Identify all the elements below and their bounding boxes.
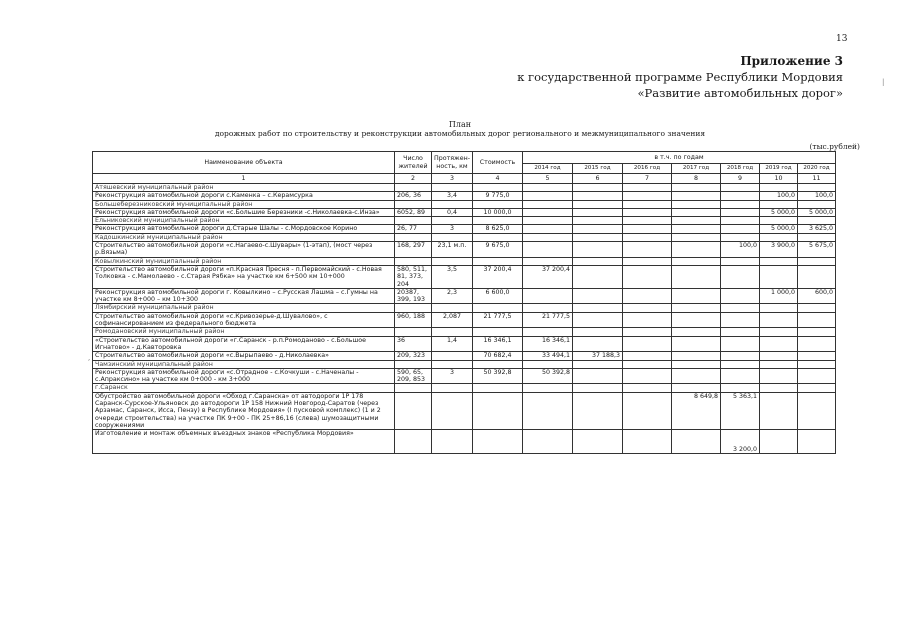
empty-cell: [432, 304, 473, 312]
district-name: Лямбирский муниципальный район: [93, 304, 395, 312]
empty-cell: [720, 328, 759, 336]
year-amount-cell: [720, 352, 759, 360]
object-name: Реконструкция автомобильной дороги «с.Отрадное - с.Кочкуши - с.Наченалы - с.Апраксино» на участке км 0+000 - км 3+000: [93, 368, 395, 384]
cost-cell: 70 682,4: [472, 352, 522, 360]
year-amount-cell: 5 000,0: [797, 208, 835, 216]
year-amount-cell: 21 777,5: [522, 312, 572, 328]
empty-cell: [622, 233, 671, 241]
length-cell: [432, 352, 473, 360]
appendix-line-2: «Развитие автомобильных дорог»: [637, 86, 843, 100]
year-amount-cell: 100,0: [797, 192, 835, 200]
section-row: [93, 200, 836, 208]
year-amount-cell: [572, 242, 622, 258]
year-amount-cell: [522, 192, 572, 200]
year-amount-cell: 50 392,8: [522, 368, 572, 384]
year-amount-cell: [720, 368, 759, 384]
empty-cell: [395, 233, 432, 241]
year-amount-cell: [622, 336, 671, 352]
population-cell: 168, 297: [395, 242, 432, 258]
table-row: [93, 225, 836, 233]
year-amount-cell: [572, 265, 622, 288]
column-number: 2: [395, 174, 432, 184]
empty-cell: [720, 360, 759, 368]
empty-cell: [395, 200, 432, 208]
year-amount-cell: 37 188,3: [572, 352, 622, 360]
year-amount-cell: [522, 208, 572, 216]
empty-cell: [671, 384, 720, 392]
empty-cell: [759, 384, 797, 392]
empty-cell: [671, 217, 720, 225]
plan-title: План: [448, 120, 472, 129]
year-amount-cell: [622, 368, 671, 384]
year-amount-cell: [720, 336, 759, 352]
year-amount-cell: [759, 392, 797, 429]
section-row: [93, 257, 836, 265]
column-number: 10: [759, 174, 797, 184]
empty-cell: [797, 200, 835, 208]
population-cell: 580, 511, 81, 373, 204: [395, 265, 432, 288]
year-amount-cell: [671, 208, 720, 216]
header-year: 2017 год: [671, 164, 720, 174]
header-year: 2020 год: [797, 164, 835, 174]
district-name: Атяшевский муниципальный район: [93, 184, 395, 192]
empty-cell: [395, 384, 432, 392]
year-amount-cell: 5 675,0: [797, 242, 835, 258]
district-name: г.Саранск: [93, 384, 395, 392]
empty-cell: [720, 200, 759, 208]
empty-cell: [622, 384, 671, 392]
table-row: [93, 392, 836, 429]
cost-cell: 16 346,1: [472, 336, 522, 352]
header-name: Наименование объекта: [93, 152, 395, 174]
length-cell: 1,4: [432, 336, 473, 352]
year-amount-cell: [572, 312, 622, 328]
cost-cell: [472, 392, 522, 429]
empty-cell: [622, 257, 671, 265]
empty-cell: [395, 257, 432, 265]
cost-cell: 9 675,0: [472, 242, 522, 258]
header-cost: Стоимость: [472, 152, 522, 174]
empty-cell: [572, 233, 622, 241]
year-amount-cell: [759, 368, 797, 384]
year-amount-cell: [622, 208, 671, 216]
empty-cell: [622, 200, 671, 208]
year-amount-cell: [622, 352, 671, 360]
cost-cell: 8 625,0: [472, 225, 522, 233]
year-amount-cell: [759, 336, 797, 352]
object-name: Реконструкция автомобильной дороги д.Старые Шалы - с.Мордовское Корино: [93, 225, 395, 233]
year-amount-cell: [797, 336, 835, 352]
year-amount-cell: 5 363,1: [720, 392, 759, 429]
year-amount-cell: [671, 265, 720, 288]
empty-cell: [432, 217, 473, 225]
empty-cell: [522, 184, 572, 192]
year-amount-cell: [671, 430, 720, 454]
object-name: Изготовление и монтаж объемных въездных знаков «Республика Мордовия»: [93, 430, 395, 454]
year-amount-cell: [671, 225, 720, 233]
object-name: «Строительство автомобильной дороги «г.Саранск - р.п.Ромоданово - с.Большое Игнатово» - д.Кавторовка: [93, 336, 395, 352]
object-name: Реконструкция автомобильной дороги с.Каменка – с.Керамсурка: [93, 192, 395, 200]
year-amount-cell: [522, 392, 572, 429]
column-number: 4: [472, 174, 522, 184]
plan-subtitle: дорожных работ по строительству и реконструкции автомобильных дорог регионального и межмуниципального значения: [214, 129, 706, 138]
year-amount-cell: [720, 225, 759, 233]
empty-cell: [720, 233, 759, 241]
section-row: [93, 304, 836, 312]
year-amount-cell: [671, 288, 720, 304]
empty-cell: [522, 200, 572, 208]
empty-cell: [797, 184, 835, 192]
empty-cell: [759, 200, 797, 208]
empty-cell: [572, 384, 622, 392]
table-row: [93, 312, 836, 328]
column-number: 1: [93, 174, 395, 184]
district-name: Большеберезниковский муниципальный район: [93, 200, 395, 208]
object-name: Реконструкция автомобильной дороги «с.Большие Березники -с.Николаевка-с.Инза»: [93, 208, 395, 216]
year-amount-cell: [720, 192, 759, 200]
table-row: [93, 430, 836, 454]
empty-cell: [622, 184, 671, 192]
empty-cell: [572, 328, 622, 336]
population-cell: 6052, 89: [395, 208, 432, 216]
empty-cell: [432, 200, 473, 208]
empty-cell: [472, 360, 522, 368]
section-row: [93, 184, 836, 192]
year-amount-cell: 1 000,0: [759, 288, 797, 304]
empty-cell: [622, 304, 671, 312]
year-amount-cell: 3 625,0: [797, 225, 835, 233]
empty-cell: [572, 257, 622, 265]
column-number: 8: [671, 174, 720, 184]
year-amount-cell: [759, 352, 797, 360]
empty-cell: [522, 257, 572, 265]
district-name: Ромодановский муниципальный район: [93, 328, 395, 336]
page-number: 13: [836, 34, 848, 44]
empty-cell: [671, 257, 720, 265]
empty-cell: [572, 304, 622, 312]
year-amount-cell: [797, 392, 835, 429]
empty-cell: [472, 328, 522, 336]
column-number: 5: [522, 174, 572, 184]
year-amount-cell: [572, 288, 622, 304]
year-amount-cell: [797, 312, 835, 328]
header-population: Число жителей: [395, 152, 432, 174]
header-year: 2018 год: [720, 164, 759, 174]
empty-cell: [759, 233, 797, 241]
table-row: [93, 242, 836, 258]
population-cell: 36: [395, 336, 432, 352]
empty-cell: [395, 217, 432, 225]
empty-cell: [472, 217, 522, 225]
district-name: Кадошкинский муниципальный район: [93, 233, 395, 241]
year-amount-cell: [797, 265, 835, 288]
scan-mark: ,: [88, 354, 91, 362]
year-amount-cell: [572, 192, 622, 200]
year-amount-cell: [797, 368, 835, 384]
empty-cell: [472, 257, 522, 265]
table-row: [93, 288, 836, 304]
table-row: [93, 265, 836, 288]
cost-cell: [472, 430, 522, 454]
year-amount-cell: [572, 208, 622, 216]
empty-cell: [622, 217, 671, 225]
year-amount-cell: 37 200,4: [522, 265, 572, 288]
year-amount-cell: 100,0: [720, 242, 759, 258]
empty-cell: [671, 328, 720, 336]
length-cell: [432, 392, 473, 429]
year-amount-cell: [522, 430, 572, 454]
header-year: 2019 год: [759, 164, 797, 174]
header-year: 2014 год: [522, 164, 572, 174]
cost-cell: 9 775,0: [472, 192, 522, 200]
object-name: Обустройство автомобильной дороги «Обход г.Саранска» от автодороги 1Р 178 Саранск-Сурское-Ульяновск до автодороги 1Р 158 Нижний Новгород-Саратов (через Арзамас, Саранск, Исса, Пензу) в Республике Мордовия» (I пусковой комплекс) (1 и 2 очереди строительства) на участке ПК 9+00 - ПК 25+86,16 (слева) шумозащитными сооружениями: [93, 392, 395, 429]
column-number: 11: [797, 174, 835, 184]
population-cell: [395, 392, 432, 429]
empty-cell: [759, 257, 797, 265]
empty-cell: [671, 233, 720, 241]
year-amount-cell: [522, 225, 572, 233]
empty-cell: [522, 384, 572, 392]
empty-cell: [472, 304, 522, 312]
cost-cell: 6 600,0: [472, 288, 522, 304]
empty-cell: [671, 200, 720, 208]
empty-cell: [395, 304, 432, 312]
empty-cell: [797, 233, 835, 241]
year-amount-cell: [671, 368, 720, 384]
year-amount-cell: [622, 430, 671, 454]
header-length: Протяжен-ность, км: [432, 152, 473, 174]
section-row: [93, 328, 836, 336]
year-amount-cell: [622, 225, 671, 233]
year-amount-cell: [759, 312, 797, 328]
appendix-title: Приложение 3: [740, 54, 843, 68]
length-cell: 23,1 м.п.: [432, 242, 473, 258]
empty-cell: [797, 360, 835, 368]
object-name: Строительство автомобильной дороги «с.Нагаево-с.Шувары» (1-этап), (мост через р.Вязьма): [93, 242, 395, 258]
year-amount-cell: [572, 368, 622, 384]
year-amount-cell: [720, 312, 759, 328]
table-row: [93, 208, 836, 216]
length-cell: 3: [432, 225, 473, 233]
empty-cell: [797, 304, 835, 312]
year-amount-cell: [572, 336, 622, 352]
population-cell: 26, 77: [395, 225, 432, 233]
empty-cell: [759, 217, 797, 225]
year-amount-cell: 3 900,0: [759, 242, 797, 258]
cost-cell: 37 200,4: [472, 265, 522, 288]
table-row: [93, 368, 836, 384]
empty-cell: [522, 360, 572, 368]
object-name: Реконструкция автомобильной дороги г. Ковылкино – с.Русская Лашма – с.Гумны на участке км 8+000 – км 10+300: [93, 288, 395, 304]
appendix-line-1: к государственной программе Республики Мордовия: [517, 70, 843, 84]
year-amount-cell: 8 649,8: [671, 392, 720, 429]
empty-cell: [522, 304, 572, 312]
year-amount-cell: [622, 242, 671, 258]
year-amount-cell: [622, 392, 671, 429]
year-amount-cell: [759, 430, 797, 454]
empty-cell: [797, 328, 835, 336]
district-name: Ельниковский муниципальный район: [93, 217, 395, 225]
length-cell: 3,4: [432, 192, 473, 200]
table-row: [93, 336, 836, 352]
year-amount-cell: [522, 288, 572, 304]
year-amount-cell: [622, 312, 671, 328]
empty-cell: [472, 200, 522, 208]
empty-cell: [395, 360, 432, 368]
year-amount-cell: [522, 242, 572, 258]
column-number: 3: [432, 174, 473, 184]
length-cell: 0,4: [432, 208, 473, 216]
year-amount-cell: 5 000,0: [759, 225, 797, 233]
year-amount-cell: [622, 288, 671, 304]
district-name: Чамзинский муниципальный район: [93, 360, 395, 368]
table-row: [93, 192, 836, 200]
year-amount-cell: [671, 312, 720, 328]
year-amount-cell: [759, 265, 797, 288]
works-plan-table: [92, 151, 836, 454]
empty-cell: [432, 360, 473, 368]
scan-mark: |: [882, 78, 885, 86]
empty-cell: [432, 257, 473, 265]
cost-cell: 50 392,8: [472, 368, 522, 384]
year-amount-cell: 16 346,1: [522, 336, 572, 352]
empty-cell: [395, 328, 432, 336]
population-cell: 206, 36: [395, 192, 432, 200]
empty-cell: [432, 384, 473, 392]
year-amount-cell: [671, 242, 720, 258]
section-row: [93, 217, 836, 225]
year-amount-cell: [671, 192, 720, 200]
empty-cell: [720, 257, 759, 265]
object-name: Строительство автомобильной дороги «п.Красная Пресня - п.Первомайский - с.Новая Толковка - с.Мамолаево - с.Старая Рябка» на участке км 6+500 км 10+000: [93, 265, 395, 288]
empty-cell: [572, 200, 622, 208]
table-row: [93, 352, 836, 360]
year-amount-cell: [671, 352, 720, 360]
empty-cell: [432, 233, 473, 241]
year-amount-cell: [572, 225, 622, 233]
section-row: [93, 360, 836, 368]
year-amount-cell: [622, 192, 671, 200]
empty-cell: [720, 304, 759, 312]
object-name: Строительство автомобильной дороги «с.Кривозерье-д.Шувалово», с софинансированием из федерального бюджета: [93, 312, 395, 328]
object-name: Строительство автомобильной дороги «с.Вырыпаево - д.Николаевка»: [93, 352, 395, 360]
year-amount-cell: 100,0: [759, 192, 797, 200]
header-year: 2016 год: [622, 164, 671, 174]
year-amount-cell: [720, 265, 759, 288]
population-cell: 209, 323: [395, 352, 432, 360]
empty-cell: [572, 184, 622, 192]
year-amount-cell: 600,0: [797, 288, 835, 304]
year-amount-cell: [720, 208, 759, 216]
cost-cell: 21 777,5: [472, 312, 522, 328]
population-cell: [395, 430, 432, 454]
population-cell: 590, 65, 209, 853: [395, 368, 432, 384]
year-amount-cell: 5 000,0: [759, 208, 797, 216]
empty-cell: [759, 360, 797, 368]
empty-cell: [759, 184, 797, 192]
year-amount-cell: [572, 392, 622, 429]
empty-cell: [671, 360, 720, 368]
empty-cell: [797, 257, 835, 265]
empty-cell: [572, 360, 622, 368]
column-number: 9: [720, 174, 759, 184]
empty-cell: [472, 384, 522, 392]
year-amount-cell: [572, 430, 622, 454]
empty-cell: [432, 328, 473, 336]
year-amount-cell: [622, 265, 671, 288]
empty-cell: [759, 328, 797, 336]
population-cell: 20387, 399, 193: [395, 288, 432, 304]
header-year: 2015 год: [572, 164, 622, 174]
empty-cell: [472, 233, 522, 241]
district-name: Ковылкинский муниципальный район: [93, 257, 395, 265]
empty-cell: [759, 304, 797, 312]
section-row: [93, 233, 836, 241]
year-amount-cell: [797, 352, 835, 360]
column-number: 7: [622, 174, 671, 184]
empty-cell: [572, 217, 622, 225]
units-label: (тыс.рублей): [809, 142, 860, 151]
empty-cell: [797, 384, 835, 392]
empty-cell: [720, 184, 759, 192]
length-cell: [432, 430, 473, 454]
length-cell: 3,5: [432, 265, 473, 288]
column-number: 6: [572, 174, 622, 184]
year-amount-cell: [671, 336, 720, 352]
year-amount-cell: 33 494,1: [522, 352, 572, 360]
empty-cell: [797, 217, 835, 225]
empty-cell: [432, 184, 473, 192]
population-cell: 960, 188: [395, 312, 432, 328]
length-cell: 2,3: [432, 288, 473, 304]
year-amount-cell: 3 200,0: [720, 430, 759, 454]
header-by-years: в т.ч. по годам: [522, 152, 835, 164]
section-row: [93, 384, 836, 392]
empty-cell: [720, 384, 759, 392]
year-amount-cell: [797, 430, 835, 454]
empty-cell: [522, 328, 572, 336]
empty-cell: [522, 233, 572, 241]
empty-cell: [472, 184, 522, 192]
length-cell: 2,087: [432, 312, 473, 328]
cost-cell: 10 000,0: [472, 208, 522, 216]
empty-cell: [522, 217, 572, 225]
empty-cell: [622, 360, 671, 368]
empty-cell: [671, 304, 720, 312]
empty-cell: [720, 217, 759, 225]
empty-cell: [671, 184, 720, 192]
empty-cell: [395, 184, 432, 192]
length-cell: 3: [432, 368, 473, 384]
empty-cell: [622, 328, 671, 336]
year-amount-cell: [720, 288, 759, 304]
